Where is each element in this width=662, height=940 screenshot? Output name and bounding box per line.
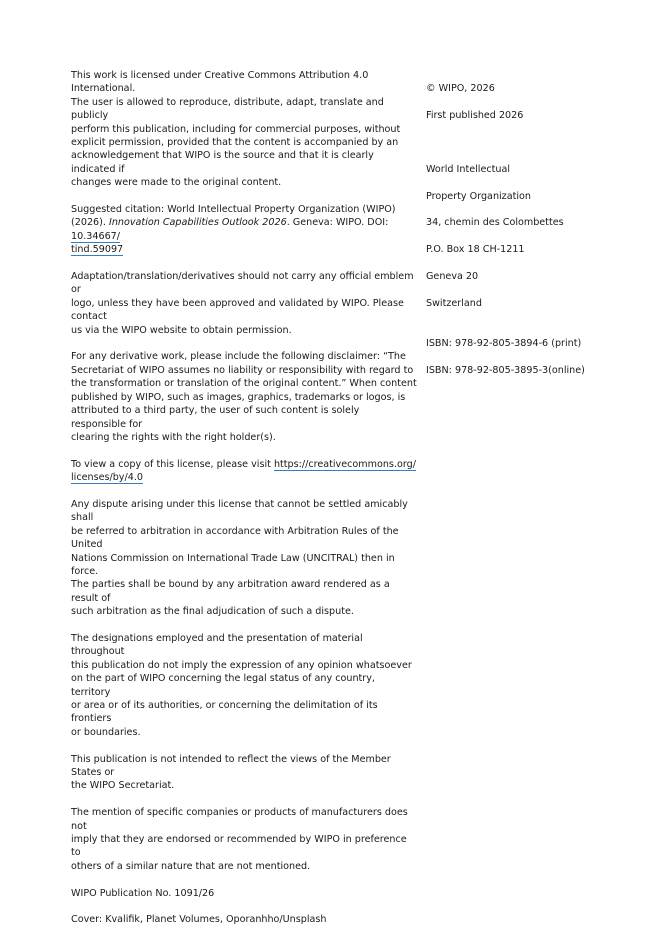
address-line: Switzerland: [426, 297, 482, 309]
designations-line: or area or of its authorities, or concerning the delimitation of its frontiers: [71, 700, 378, 725]
citation-paragraph: [71, 203, 417, 257]
side-column: [426, 69, 626, 391]
designations-paragraph: [71, 632, 417, 739]
disclaimer-line: the transformation or translation of the original content.” When content: [71, 378, 417, 390]
license-line: The user is allowed to reproduce, distribute, adapt, translate and publicly: [71, 96, 384, 122]
dispute-line: Nations Commission on International Trade Law (UNCITRAL) then in force.: [71, 552, 395, 577]
license-url-link[interactable]: https://creativecommons.org/: [273, 458, 416, 470]
disclaimer-line: Secretariat of WIPO assumes no liability or responsibility with regard to: [71, 364, 414, 376]
license-line: perform this publication, including for commercial purposes, without: [71, 123, 401, 135]
adaptation-line: Adaptation/translation/derivatives should not carry any official emblem or: [71, 271, 414, 296]
designations-line: or boundaries.: [71, 726, 141, 738]
license-link-line: [71, 458, 417, 471]
disclaimer-line: For any derivative work, please include the following disclaimer: “The: [71, 351, 406, 363]
license-link-line: [71, 471, 417, 484]
main-column: [71, 69, 417, 940]
copyright-block: [426, 69, 626, 136]
dispute-line: The parties shall be bound by any arbitration award rendered as a result of: [71, 579, 390, 604]
first-published-line: First published 2026: [426, 110, 524, 122]
isbn-print: ISBN: 978-92-805-3894-6 (print): [426, 338, 582, 350]
disclaimer-paragraph: [71, 350, 417, 444]
license-line: explicit permission, provided that the content is accompanied by an: [71, 137, 399, 149]
designations-line: on the part of WIPO concerning the legal status of any country, territory: [71, 673, 375, 698]
license-line: This work is licensed under Creative Commons Attribution 4.0 International.: [71, 70, 369, 95]
license-url-link-continued[interactable]: licenses/by/4.0: [71, 472, 143, 484]
dispute-line: be referred to arbitration in accordance with Arbitration Rules of the United: [71, 525, 399, 551]
address-line: P.O. Box 18 CH-1211: [426, 244, 525, 256]
citation-line: [71, 216, 417, 243]
organization-name: World Intellectual: [426, 163, 511, 175]
license-line: acknowledgement that WIPO is the source and that it is clearly indicated if: [71, 150, 374, 175]
designations-line: The designations employed and the presentation of material throughout: [71, 632, 363, 658]
mention-paragraph: [71, 806, 417, 873]
cover-credit: Cover: Kvalifik, Planet Volumes, Oporanhho/Unsplash: [71, 914, 327, 926]
address-line: Geneva 20: [426, 271, 479, 283]
views-line: This publication is not intended to reflect the views of the Member States or: [71, 753, 391, 779]
organization-name: Property Organization: [426, 190, 531, 202]
dispute-line: such arbitration as the final adjudication of such a dispute.: [71, 606, 354, 618]
isbn-online: ISBN: 978-92-805-3895-3(online): [426, 364, 585, 376]
citation-publisher: . Geneva: WIPO. DOI:: [286, 217, 389, 229]
doi-link-continued[interactable]: tind.59097: [71, 244, 124, 256]
citation-line: Suggested citation: World Intellectual Property Organization (WIPO): [71, 204, 396, 216]
views-line: the WIPO Secretariat.: [71, 780, 175, 792]
publication-title: Innovation Capabilities Outlook 2026: [109, 217, 287, 229]
designations-line: this publication do not imply the expression of any opinion whatsoever: [71, 659, 412, 671]
license-link-text: To view a copy of this license, please visit: [71, 458, 274, 470]
adaptation-line: us via the WIPO website to obtain permission.: [71, 324, 292, 336]
mention-line: The mention of specific companies or products of manufacturers does not: [71, 807, 408, 832]
address-line: 34, chemin des Colombettes: [426, 217, 564, 229]
disclaimer-line: published by WIPO, such as images, graphics, trademarks or logos, is: [71, 391, 406, 403]
disclaimer-line: attributed to a third party, the user of such content is solely responsible for: [71, 405, 360, 430]
license-link-paragraph: [71, 458, 417, 485]
disclaimer-line: clearing the rights with the right holder(s).: [71, 431, 276, 443]
views-paragraph: [71, 753, 417, 793]
doi-link[interactable]: 10.34667/: [71, 230, 121, 242]
adaptation-paragraph: [71, 270, 417, 337]
license-line: changes were made to the original content.: [71, 177, 282, 189]
citation-year: (2026).: [71, 217, 110, 229]
adaptation-line: logo, unless they have been approved and validated by WIPO. Please contact: [71, 297, 404, 323]
mention-line: imply that they are endorsed or recommended by WIPO in preference to: [71, 834, 407, 859]
publication-number: WIPO Publication No. 1091/26: [71, 887, 215, 899]
dispute-line: Any dispute arising under this license that cannot be settled amicably shall: [71, 498, 408, 524]
license-paragraph: [71, 69, 417, 190]
copyright-line: © WIPO, 2026: [426, 83, 495, 95]
dispute-paragraph: [71, 498, 417, 619]
address-block: [426, 149, 626, 323]
citation-line: [71, 243, 417, 256]
mention-line: others of a similar nature that are not mentioned.: [71, 860, 311, 872]
